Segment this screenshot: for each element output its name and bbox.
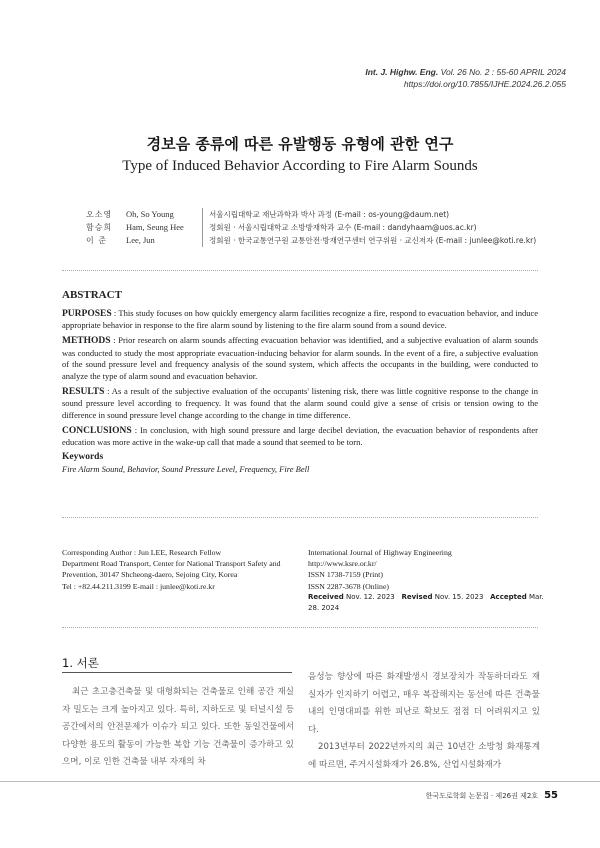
jinfo-line: ISSN 1738-7159 (Print) — [308, 570, 383, 580]
results-label: RESULTS — [62, 386, 105, 397]
author-affiliation: 정회원 · 한국교통연구원 교통안전·방재연구센터 연구위원 · 교신저자 (E-mail : junlee@koti.re.kr) — [202, 234, 536, 247]
divider — [62, 627, 538, 628]
abstract — [62, 290, 538, 475]
doi-link[interactable]: https://doi.org/10.7855/IJHE.2024.26.2.055 — [403, 79, 566, 89]
abstract-purposes — [62, 308, 538, 332]
section-rule — [62, 672, 292, 673]
received-date: Nov. 12. 2023 — [346, 592, 395, 601]
divider — [62, 270, 538, 271]
purposes-text: : This study focuses on how quickly emergency alarm facilities recognize a fire, respond to evacuation behavior, and induce appropriate behavior in response to the fire alarm sound by listening to the fire alarm sound from a sound device. — [62, 307, 538, 330]
corr-line: Tel : +82.44.211.3199 E-mail : junlee@koti.re.kr — [62, 581, 215, 591]
paragraph: 음성능 향상에 따른 화재발생시 경보장치가 작동하더라도 재실자가 인지하기 어렵고, 매우 복잡해지는 동선에 따른 건축물 내의 인명대피를 위한 피난로 확보도 점점 더 어려워지고 있다. — [308, 672, 540, 735]
abstract-conclusions — [62, 425, 538, 449]
author-affiliation: 서울시립대학교 재난과학과 박사 과정 (E-mail : os-young@daum.net) — [202, 208, 449, 221]
revised-date: Nov. 15. 2023 — [434, 592, 484, 601]
section-heading: 1. 서론 — [62, 656, 99, 670]
abstract-heading: ABSTRACT — [62, 289, 122, 301]
title-korean: 경보음 종류에 따른 유발행동 유형에 관한 연구 — [146, 135, 454, 153]
author-affiliation: 정회원 · 서울시립대학교 소방방재학과 교수 (E-mail : dandyhaam@uos.ac.kr) — [202, 221, 477, 234]
footer-rule — [0, 781, 600, 782]
journal-volume: Vol. 26 No. 2 : 55-60 APRIL 2024 — [440, 67, 566, 77]
dates — [308, 592, 548, 614]
accepted-label: Accepted — [490, 592, 527, 601]
journal-header — [365, 66, 566, 90]
author-name-ko: 함승희 — [86, 223, 113, 232]
jinfo-url[interactable]: http://www.ksre.or.kr/ — [308, 559, 377, 569]
author-list — [86, 208, 536, 247]
author-name-ko: 오소영 — [86, 210, 113, 219]
abstract-methods — [62, 335, 538, 382]
revised-label: Revised — [401, 592, 433, 601]
abstract-results — [62, 386, 538, 422]
journal-info — [308, 547, 548, 614]
page-footer — [426, 790, 558, 801]
author-name-ko: 이 준 — [86, 236, 107, 245]
body-left-column — [62, 684, 294, 772]
title-english: Type of Induced Behavior According to Fire Alarm Sounds — [122, 158, 478, 174]
corresponding-author — [62, 547, 302, 592]
journal-name: Int. J. Highw. Eng. — [365, 67, 439, 77]
conclusions-label: CONCLUSIONS — [62, 425, 132, 436]
methods-label: METHODS — [62, 336, 111, 346]
author-name-en: Oh, So Young — [126, 209, 174, 219]
corr-line: Department Road Transport, Center for National Transport Safety and — [62, 559, 281, 569]
author-row — [86, 221, 536, 234]
keywords: Fire Alarm Sound, Behavior, Sound Pressure Level, Frequency, Fire Bell — [62, 463, 310, 474]
author-row — [86, 234, 536, 247]
divider — [62, 517, 538, 518]
page-number: 55 — [544, 790, 558, 801]
methods-text: : Prior research on alarm sounds affecting evacuation behavior was identified, and a subjective evaluation of alarm sounds was conducted to study the most appropriate evacuation-inducing behavior for alarm sounds. In the event of a fire, a subjective evaluation of the sound pressure level and frequency analysis of the sound system, which affects the occupants in the building, were conducted to analyze the type of alarm sound and evacuation behavior. — [62, 335, 538, 381]
purposes-label: PURPOSES — [62, 308, 112, 319]
accepted-date: Mar. 28. 2024 — [308, 592, 544, 613]
corr-line: Prevention, 30147 Shcheong-daero, Sejoing City, Korea — [62, 570, 238, 580]
footer-journal: 한국도로학회 논문집 · 제26권 제2호 — [425, 792, 539, 800]
paragraph: 최근 초고층건축물 및 대형화되는 건축물로 인해 공간 재실자 밀도는 크게 높아지고 있다. 특히, 지하도로 및 터널시설 등 공간에서의 안전문제가 이슈가 되고 있다. 또한 동일건물에서 다양한 용도의 활동이 가능한 복합 기능 건축물이 증가하고 있으며, 이로 인한 건축물 내부 자재의 차 — [62, 687, 294, 767]
conclusions-text: : In conclusion, with high sound pressure and large decibel deviation, the evacuation behavior of respondents after education was more active in the wake-up call that made a sound that seemed to be torn. — [62, 424, 538, 447]
author-name-en: Ham, Seung Hee — [126, 222, 184, 232]
jinfo-line: ISSN 2287-3678 (Online) — [308, 581, 389, 591]
author-row — [86, 208, 536, 221]
keywords-heading: Keywords — [62, 452, 104, 462]
paragraph: 2013년부터 2022년까지의 최근 10년간 소방청 화재통계에 따르면, 주거시설화재가 26.8%, 산업시설화재가 — [308, 742, 540, 770]
body-right-column — [308, 669, 540, 774]
author-name-en: Lee, Jun — [126, 235, 155, 245]
received-label: Received — [308, 592, 344, 601]
corr-line: Corresponding Author : Jun LEE, Research Fellow — [62, 548, 222, 557]
results-text: : As a result of the subjective evaluation of the occupants' listening risk, there was little cognitive response to the change in sound pressure level according to frequency. It was found that the alarm sound could give a sense of crisis or tension owing to the difference in sound pressure level change according to the change in time difference. — [62, 385, 538, 420]
jinfo-line: International Journal of Highway Engineering — [308, 548, 452, 557]
